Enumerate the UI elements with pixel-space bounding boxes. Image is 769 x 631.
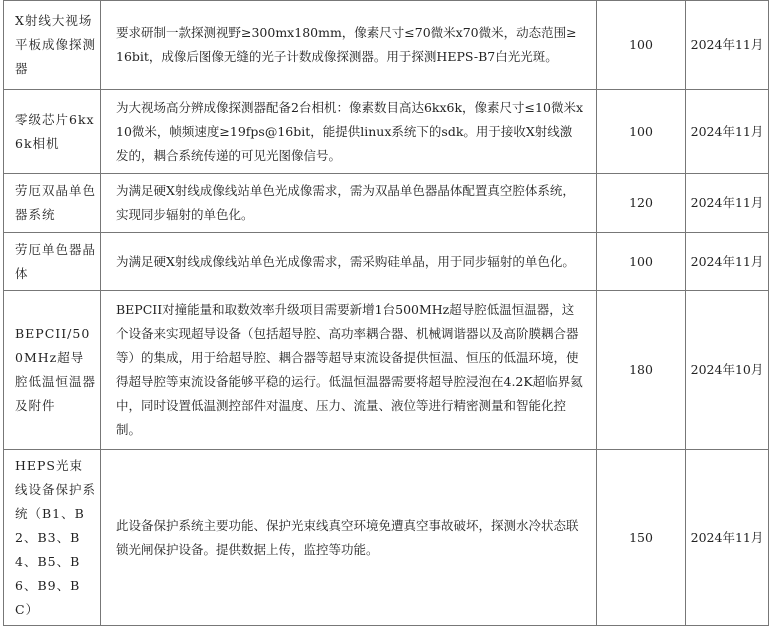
item-date: 2024年11月 — [690, 195, 764, 210]
table-row — [4, 174, 769, 233]
item-date: 2024年11月 — [690, 253, 764, 269]
item-qty-cell — [597, 450, 686, 626]
item-date-cell — [686, 1, 769, 90]
item-quantity: 100 — [629, 123, 653, 139]
item-name-cell — [4, 233, 101, 291]
item-date: 2024年11月 — [690, 37, 764, 52]
item-desc-cell — [101, 291, 597, 450]
item-qty-cell — [597, 233, 686, 291]
table-row — [4, 291, 769, 450]
table-row — [4, 90, 769, 174]
item-description: 要求研制一款探测视野≥300mx180mm，像素尺寸≤70微米x70微米，动态范围≥16bit，成像后图像无缝的光子计数成像探测器。用于探测HEPS-B7白光光斑。 — [116, 25, 577, 64]
item-name: HEPS光束线设备保护系统（B1、B2、B3、B4、B5、B6、B9、BC） — [15, 457, 97, 617]
item-description: BEPCII对撞能量和取数效率升级项目需要新增1台500MHz超导腔低温恒温器，这个设备来实现超导设备（包括超导腔、高功率耦合器、机械调谐器以及高阶膜耦合器等）的集成，用于给超导腔、耦合器等超导束流设备提供恒温、恒压的低温环境，使得超导腔等束流设备能够平稳的运行。低温恒温器需要将超导腔浸泡在4.2K超临界氦中，同时设置低温测控部件对温度、压力、流量、液位等进行精密测量和智能化控制。 — [116, 302, 583, 437]
item-date-cell — [686, 450, 769, 626]
item-date: 2024年10月 — [690, 362, 764, 377]
item-date-cell — [686, 233, 769, 291]
item-quantity: 150 — [629, 529, 653, 545]
item-date-cell — [686, 291, 769, 450]
item-date: 2024年11月 — [690, 529, 764, 545]
item-name: 劳厄单色器晶体 — [15, 241, 97, 281]
item-qty-cell — [597, 1, 686, 90]
item-desc-cell — [101, 233, 597, 291]
item-quantity: 100 — [629, 37, 653, 52]
item-desc-cell — [101, 450, 597, 626]
item-name-cell — [4, 174, 101, 233]
item-description: 为大视场高分辨成像探测器配备2台相机：像素数目高达6kx6k，像素尺寸≤10微米x10微米，帧频速度≥19fps@16bit，能提供linux系统下的sdk。用于接收X射线激发的，耦合系统传递的可见光图像信号。 — [116, 99, 583, 163]
item-name: X射线大视场平板成像探测器 — [15, 13, 97, 76]
item-date-cell — [686, 90, 769, 174]
item-name: 零级芯片6kx6k相机 — [15, 111, 95, 151]
item-desc-cell — [101, 1, 597, 90]
item-quantity: 100 — [629, 253, 653, 269]
item-name-cell — [4, 1, 101, 90]
item-name-cell — [4, 291, 101, 450]
item-desc-cell — [101, 174, 597, 233]
item-qty-cell — [597, 174, 686, 233]
item-date-cell — [686, 174, 769, 233]
item-description: 此设备保护系统主要功能、保护光束线真空环境免遭真空事故破坏，探测水冷状态联锁光闸保护设备。提供数据上传，监控等功能。 — [116, 517, 579, 557]
item-quantity: 180 — [629, 362, 653, 377]
item-desc-cell — [101, 90, 597, 174]
item-quantity: 120 — [629, 195, 653, 210]
item-name-cell — [4, 450, 101, 626]
item-name-cell — [4, 90, 101, 174]
item-date: 2024年11月 — [690, 123, 764, 139]
item-description: 为满足硬X射线成像线站单色光成像需求，需为双晶单色器晶体配置真空腔体系统，实现同步辐射的单色化。 — [116, 183, 575, 222]
item-qty-cell — [597, 90, 686, 174]
procurement-table — [3, 0, 769, 626]
table-row — [4, 1, 769, 90]
table-row — [4, 233, 769, 291]
item-qty-cell — [597, 291, 686, 450]
item-name: 劳厄双晶单色器系统 — [15, 183, 97, 222]
item-name: BEPCII/500MHz超导腔低温恒温器及附件 — [15, 326, 97, 413]
item-description: 为满足硬X射线成像线站单色光成像需求，需采购硅单晶，用于同步辐射的单色化。 — [116, 253, 575, 269]
table-row — [4, 450, 769, 626]
